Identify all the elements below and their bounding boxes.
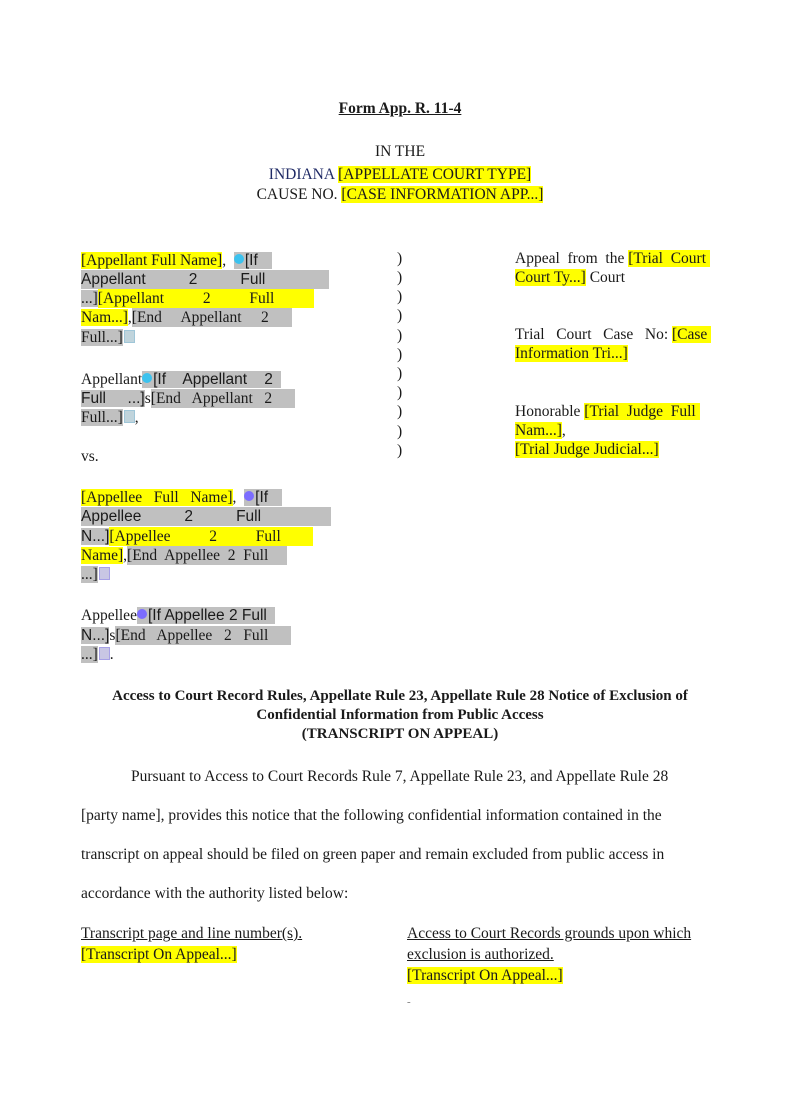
caption-paren: ) [397,346,403,363]
end-appellee-2-plural-cont[interactable]: ...] [81,646,98,663]
appellee-2-name-field-cont[interactable]: Name] [81,547,124,564]
col-header-grounds-cont: exclusion is authorized. [407,946,554,963]
caption-paren: ) [397,288,403,305]
appellate-court-type-field[interactable]: [APPELLATE COURT TYPE] [338,166,532,183]
end-appellant-2-cont[interactable]: Full...] [81,329,123,346]
caption-paren: ) [397,307,403,324]
trial-case-number-field-cont[interactable]: Information Tri...] [515,345,628,362]
end-appellant-2-plural-cont[interactable]: Full...] [81,409,123,426]
if-appellee-2-end[interactable]: N...] [81,528,110,545]
if-appellant-2-plural[interactable]: [If Appellant 2 [142,371,281,388]
col-header-grounds: Access to Court Records grounds upon which [407,925,692,942]
cause-number-field[interactable]: [CASE INFORMATION APP...] [341,186,544,203]
field-end-marker-icon [124,330,135,343]
if-appellee-2-condition[interactable]: [If [244,489,282,506]
end-appellant-2-plural[interactable]: [End Appellant 2 [151,389,295,408]
appellee-name-field[interactable]: [Appellee Full Name] [81,489,233,506]
caption-paren: ) [397,403,403,420]
condition-marker-icon [234,254,244,264]
field-end-marker-icon [99,567,110,580]
trial-court-type-field[interactable]: [Trial Court [628,250,710,267]
caption-paren: ) [397,384,403,401]
state-name: INDIANA [268,166,335,183]
trailing-mark: - [407,996,411,1008]
if-appellant-2-condition[interactable]: [If [234,252,272,269]
condition-marker-icon [244,491,254,501]
field-end-marker-icon [99,647,110,660]
appellant-name-field[interactable]: [Appellant Full Name] [81,252,223,269]
condition-marker-icon [137,609,147,619]
trial-case-number-field[interactable]: [Case [672,326,711,343]
caption-paren: ) [397,365,403,382]
appellee-2-name-field[interactable]: [Appellee 2 Full [109,527,313,546]
caption-paren: ) [397,442,403,459]
cause-line [0,186,800,204]
end-appellant-2[interactable]: [End Appellant 2 [132,308,292,327]
form-title: Form App. R. 11-4 [338,100,462,117]
cause-label: CAUSE NO. [256,186,338,203]
if-appellant-2-end[interactable]: ...] [81,290,98,307]
trial-court-type-field-cont[interactable]: Court Ty...] [515,269,586,286]
if-appellee-2-plural[interactable]: [If Appellee 2 Full [137,607,275,624]
field-end-marker-icon [124,410,135,423]
versus-label: vs. [81,448,99,465]
caption-paren: ) [397,269,403,286]
appellant-2-name-field[interactable]: [Appellant 2 Full [98,289,314,308]
honorable-label: Honorable [515,403,581,420]
appellant-2-name-field-cont[interactable]: Nam...] [81,309,128,326]
transcript-page-field[interactable]: [Transcript On Appeal...] [81,946,237,963]
exclusion-grounds-field[interactable]: [Transcript On Appeal...] [407,967,563,984]
if-appellee-2-text[interactable]: Appellee 2 Full [81,507,331,526]
trial-judge-name-field[interactable]: [Trial Judge Full [584,403,699,420]
trial-judge-judicial-field[interactable]: [Trial Judge Judicial...] [515,441,659,458]
caption-paren: ) [397,423,403,440]
if-appellee-2-plural-cont[interactable]: N...] [81,627,110,644]
end-appellee-2-cont[interactable]: ...] [81,566,98,583]
trial-judge-name-field-cont[interactable]: Nam...] [515,422,562,439]
trial-case-no-label: Trial Court Case No: [515,326,669,343]
col-header-transcript-page: Transcript page and line number(s). [81,925,303,942]
caption-paren: ) [397,250,403,267]
if-appellant-2-text[interactable]: Appellant 2 Full [81,270,329,289]
if-appellant-2-plural-cont[interactable]: Full ...] [81,390,145,407]
caption-paren: ) [397,327,403,344]
condition-marker-icon [142,373,152,383]
court-line [0,166,800,184]
appeal-from-label: Appeal from the [515,250,625,267]
in-the-heading: IN THE [374,143,426,160]
end-appellee-2-plural[interactable]: [End Appellee 2 Full [115,626,291,645]
end-appellee-2[interactable]: [End Appellee 2 Full [127,546,287,565]
